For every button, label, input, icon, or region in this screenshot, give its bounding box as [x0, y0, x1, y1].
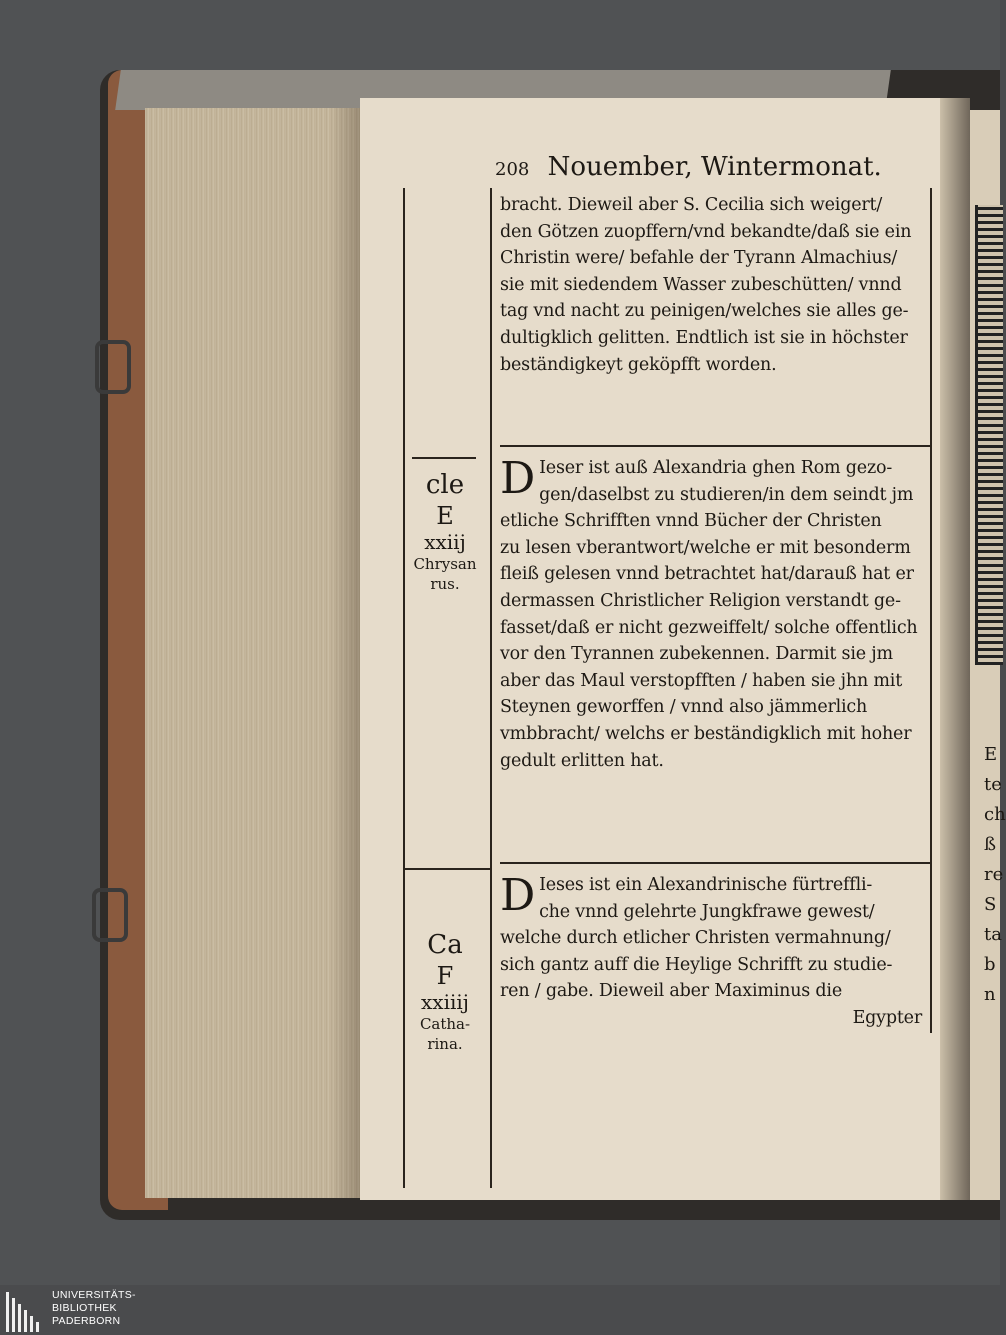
page-gutter	[940, 98, 970, 1200]
text-line: Christin were/ befahle der Tyrann Almachius/	[500, 248, 898, 269]
text-line: etliche Schrifften vnnd Bücher der Christen	[500, 511, 882, 532]
text-line: Ieses ist ein Alexandrinische fürtreffli-	[539, 875, 873, 895]
drop-capital: D	[500, 453, 536, 504]
text-line: den Götzen zuopffern/vnd bekandte/daß sie ein	[500, 221, 912, 242]
library-name-line: PADERBORN	[52, 1315, 121, 1327]
text-line: zu lesen vberantwort/welche er mit besonderm	[500, 537, 911, 558]
footer-bar	[0, 1285, 1000, 1335]
margin-saint-name-cont: rus.	[430, 575, 460, 593]
text-line: dermassen Christlicher Religion verstandt ge-	[500, 590, 901, 611]
text-line: welche durch etlicher Christen vermahnung/	[500, 928, 891, 949]
column-rule-right	[930, 188, 932, 1033]
text-line: fasset/daß er nicht gezweiffelt/ solche offentlich	[500, 617, 918, 638]
text-line: tag vnd nacht zu peinigen/welches sie alles ge-	[500, 301, 909, 322]
text-line: dultigklich gelitten. Endtlich ist sie in höchster	[500, 327, 908, 348]
facing-fragment: ta	[984, 924, 1002, 945]
text-line: gen/daselbst zu studieren/in dem seindt jm	[539, 484, 914, 505]
clasp-upper	[95, 340, 131, 394]
margin-note-catharina	[400, 928, 490, 1054]
page-number: 208	[495, 159, 530, 180]
text-line: sie mit siedendem Wasser zubeschütten/ vnnd	[500, 274, 902, 295]
catchword: Egypter	[852, 1007, 922, 1028]
text-line: che vnnd gelehrte Jungkfrawe gewest/	[539, 901, 875, 922]
facing-fragment: re	[984, 864, 1004, 885]
margin-dominical-letter: E	[436, 502, 454, 530]
entry-divider	[500, 445, 930, 447]
text-line: vor den Tyrannen zubekennen. Darmit sie jm	[500, 644, 893, 665]
text-line: ren / gabe. Dieweil aber Maximinus die	[500, 981, 842, 1002]
margin-dominical-letter: F	[436, 962, 454, 990]
text-line: aber das Maul verstopfften / haben sie jhn mit	[500, 670, 903, 691]
library-name-line: UNIVERSITÄTS-	[52, 1289, 136, 1301]
running-header	[495, 152, 882, 182]
text-line: Steynen geworffen / vnnd also jämmerlich	[500, 697, 868, 718]
text-line: fleiß gelesen vnnd betrachtet hat/darauß hat er	[500, 564, 914, 585]
margin-divider	[412, 457, 476, 459]
margin-note-chrysanthus	[400, 468, 490, 594]
library-name-line: BIBLIOTHEK	[52, 1302, 117, 1314]
facing-fragment: ch	[984, 804, 1006, 825]
facing-fragment: n	[984, 984, 996, 1005]
text-line: sich gantz auff die Heylige Schrifft zu studie-	[500, 954, 893, 975]
facing-page-text	[984, 740, 1006, 1030]
text-line: Ieser ist auß Alexandria ghen Rom gezo-	[539, 458, 893, 478]
facing-fragment: te	[984, 774, 1002, 795]
margin-divider	[403, 868, 491, 870]
entry-cecilia	[500, 192, 930, 378]
library-logo-icon	[6, 1288, 46, 1332]
margin-saint-name: Chrysan	[413, 555, 477, 573]
text-line: bracht. Dieweil aber S. Cecilia sich weigert/	[500, 195, 883, 215]
clasp-lower	[92, 888, 128, 942]
woodcut-illustration	[975, 205, 1003, 665]
facing-fragment: S	[984, 894, 997, 915]
margin-day-number: xxiij	[424, 530, 466, 554]
drop-capital: D	[500, 870, 536, 921]
entry-divider	[500, 862, 930, 864]
header-title: Nouember, Wintermonat.	[547, 152, 882, 182]
entry-catharina	[500, 872, 930, 1032]
text-line: beständigkeyt geköpfft worden.	[500, 354, 777, 375]
margin-calendar-mark: Ca	[427, 930, 463, 960]
column-rule	[490, 188, 492, 1188]
facing-fragment: E	[984, 744, 998, 765]
text-line: gedult erlitten hat.	[500, 750, 664, 771]
margin-day-number: xxiiij	[421, 990, 469, 1014]
margin-saint-name-cont: rina.	[427, 1035, 463, 1053]
library-name	[52, 1289, 136, 1328]
facing-fragment: ß	[984, 834, 997, 855]
margin-calendar-mark: cle	[425, 470, 465, 500]
facing-fragment: b	[984, 954, 996, 975]
entry-chrysanthus	[500, 455, 930, 774]
margin-saint-name: Catha-	[419, 1015, 471, 1033]
text-line: vmbbracht/ welchs er beständigklich mit hoher	[500, 723, 912, 744]
